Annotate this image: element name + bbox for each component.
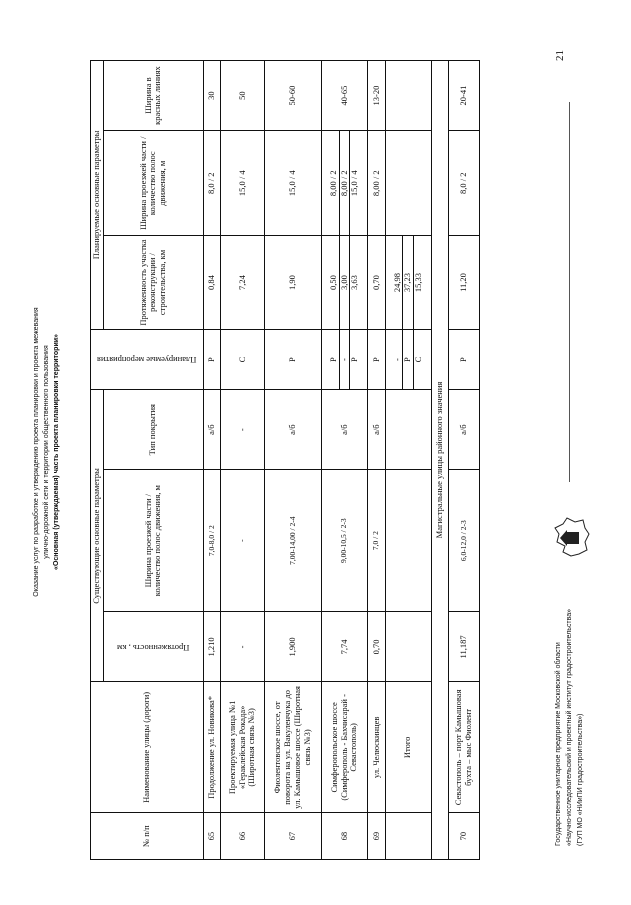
footer-organization xyxy=(553,609,586,846)
cell-empty xyxy=(385,390,431,469)
cell-length: 1,900 xyxy=(264,612,321,682)
cell-num: 65 xyxy=(203,813,220,860)
planned-width-value: 8,00 / 2 xyxy=(327,170,338,197)
footer-org-line-1: Государственное унитарное предприятие Московской области xyxy=(555,642,562,846)
cell-planned-length xyxy=(321,236,367,329)
planned-length-value: 0,50 xyxy=(327,275,338,290)
cell-measures xyxy=(321,329,367,390)
header-line-1: Оказание услуг по разработке и утверждению проекта планировки и проекта межевания xyxy=(33,307,40,597)
cell-planned-width xyxy=(321,131,367,236)
planned-length-split xyxy=(329,239,360,325)
footer-divider xyxy=(569,102,570,482)
total-measure-value: - xyxy=(391,358,402,362)
cell-cover: а/б xyxy=(321,390,367,469)
cell-cover: а/б xyxy=(264,390,321,469)
total-length-value: 15,33 xyxy=(413,236,424,328)
cell-cover: - xyxy=(221,390,265,469)
cell-name: Фиолентовское шоссе, от поворота на ул. Вакуленчука до ул. Камышовое шоссе (Широтная связь №3) xyxy=(264,682,321,813)
cell-width: 7,0-8,0 / 2 xyxy=(203,469,220,611)
header-width-lanes: Ширина проезжей части / количество полос движения, м xyxy=(103,469,203,611)
measure-value: - xyxy=(339,330,350,390)
cell-length: 1,210 xyxy=(203,612,220,682)
cell-empty xyxy=(385,813,431,860)
measure-value: Р xyxy=(327,357,338,362)
cell-num: 67 xyxy=(264,813,321,860)
cell-planned-length: 0,70 xyxy=(368,236,385,329)
cell-red-lines: 20-41 xyxy=(449,61,480,131)
cell-width: 6,0-12,0 / 2-3 xyxy=(449,469,480,611)
total-length-value: 37,23 xyxy=(402,236,413,328)
cell-planned-length: 11,20 xyxy=(449,236,480,329)
table-row xyxy=(221,61,265,860)
cell-planned-width: 8,0 / 2 xyxy=(203,131,220,236)
header-existing-group: Существующие основные параметры xyxy=(91,390,104,682)
cell-empty xyxy=(385,131,431,236)
planned-width-split xyxy=(329,134,360,232)
total-measures-split xyxy=(393,333,424,387)
cell-width: 7,00-14,00 / 2-4 xyxy=(264,469,321,611)
header-red-lines: Ширина в красных линиях xyxy=(103,61,203,131)
institute-logo-icon xyxy=(549,514,593,562)
header-num: № п/п xyxy=(91,813,204,860)
cell-cover: а/б xyxy=(449,390,480,469)
cell-empty xyxy=(385,612,431,682)
planned-length-value: 3,00 xyxy=(339,236,350,328)
header-planned-length: Протяженность участка реконструкции / строительства, км xyxy=(103,236,203,329)
cell-measures: Р xyxy=(203,329,220,390)
table-row xyxy=(449,61,480,860)
cell-num: 69 xyxy=(368,813,385,860)
total-length-split xyxy=(393,239,424,325)
total-planned-length xyxy=(385,236,431,329)
header-measures xyxy=(91,329,204,390)
cell-red-lines: 30 xyxy=(203,61,220,131)
total-measures xyxy=(385,329,431,390)
header-cover: Тип покрытия xyxy=(103,390,203,469)
cell-name: Проектируемая улица №1 «Гераклейская Рокада» (Широтная связь №3) xyxy=(221,682,265,813)
header-length xyxy=(103,612,203,682)
table-row xyxy=(264,61,321,860)
footer-org-line-2: «Научно-исследовательский и проектный институт градостроительства» xyxy=(566,608,573,846)
cell-num: 66 xyxy=(221,813,265,860)
header-line-3: «Основная (утверждаемая) часть проекта планировки территории» xyxy=(53,334,60,570)
table-row xyxy=(321,61,367,860)
cell-width: 9,00-10,5 / 2-3 xyxy=(321,469,367,611)
cell-cover: а/б xyxy=(203,390,220,469)
cell-measures: Р xyxy=(368,329,385,390)
cell-length: 0,70 xyxy=(368,612,385,682)
cell-red-lines: 40-65 xyxy=(321,61,367,131)
section-title: Магистральные улицы районного значения xyxy=(432,61,449,860)
total-measure-value: Р xyxy=(402,330,413,390)
document-header xyxy=(32,42,76,862)
total-label: Итого xyxy=(385,682,431,813)
cell-planned-length: 0,84 xyxy=(203,236,220,329)
cell-num: 68 xyxy=(321,813,367,860)
cell-empty xyxy=(385,61,431,131)
total-length-value: 24,98 xyxy=(391,272,402,293)
planned-length-value: 3,63 xyxy=(349,236,360,328)
cell-red-lines: 50 xyxy=(221,61,265,131)
cell-length: 7,74 xyxy=(321,612,367,682)
cell-planned-length: 7,24 xyxy=(221,236,265,329)
cell-planned-width: 15,0 / 4 xyxy=(264,131,321,236)
total-measure-value: С xyxy=(413,330,424,390)
roads-table-container xyxy=(90,60,480,860)
section-row xyxy=(432,61,449,860)
header-measures-text: Планируемые мероприятия xyxy=(97,355,197,366)
measure-value: Р xyxy=(349,330,360,390)
cell-length: 11,187 xyxy=(449,612,480,682)
header-planned-group: Планируемые основные параметры xyxy=(91,61,104,330)
roads-table xyxy=(90,60,480,860)
cell-name: ул. Челюскинцев xyxy=(368,682,385,813)
cell-measures: Р xyxy=(449,329,480,390)
cell-name: Симферопольское шоссе (Симферополь - Бахчисарай - Севастополь) xyxy=(321,682,367,813)
header-name: Наименование улицы (дороги) xyxy=(91,682,204,813)
cell-width: - xyxy=(221,469,265,611)
cell-name: Севастополь – порт Камышовая бухта – мыс Фиолент xyxy=(449,682,480,813)
cell-name: Продолжение ул. Новикова* xyxy=(203,682,220,813)
cell-planned-width: 8,0 / 2 xyxy=(449,131,480,236)
header-planned-width-lanes: Ширина проезжей части / количество полос движения, м xyxy=(103,131,203,236)
footer-org-line-3: (ГУП МО «НИиПИ градостроительства») xyxy=(577,713,584,846)
cell-planned-length: 1,90 xyxy=(264,236,321,329)
cell-red-lines: 50-60 xyxy=(264,61,321,131)
header-length-text: Протяженность , км xyxy=(117,642,190,653)
cell-planned-width: 15,0 / 4 xyxy=(221,131,265,236)
planned-width-value: 15,0 / 4 xyxy=(349,131,360,235)
cell-length: - xyxy=(221,612,265,682)
planned-width-value: 8,00 / 2 xyxy=(339,131,350,235)
table-row xyxy=(203,61,220,860)
cell-red-lines: 13-20 xyxy=(368,61,385,131)
measures-split xyxy=(329,333,360,387)
document-footer xyxy=(547,42,607,862)
page-number: 21 xyxy=(554,50,566,61)
cell-measures: С xyxy=(221,329,265,390)
cell-planned-width: 8,00 / 2 xyxy=(368,131,385,236)
total-row xyxy=(385,61,431,860)
cell-empty xyxy=(385,469,431,611)
cell-cover: а/б xyxy=(368,390,385,469)
cell-measures: Р xyxy=(264,329,321,390)
header-line-2: улично-дорожной сети и территории общественного пользования xyxy=(43,345,50,559)
cell-width: 7,0 / 2 xyxy=(368,469,385,611)
table-row xyxy=(368,61,385,860)
cell-num: 70 xyxy=(449,813,480,860)
